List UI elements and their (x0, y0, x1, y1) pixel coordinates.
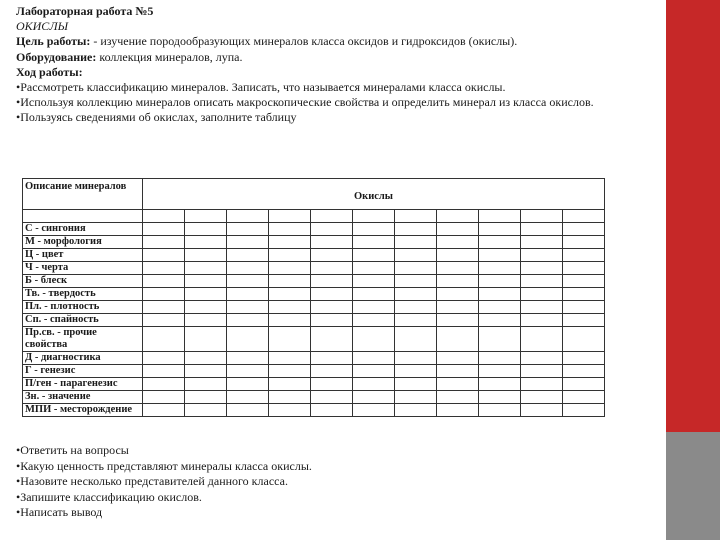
table-cell[interactable] (395, 249, 437, 262)
table-cell[interactable] (563, 404, 605, 417)
table-cell[interactable] (521, 352, 563, 365)
table-body (23, 223, 605, 417)
table-blank-row (23, 210, 605, 223)
property-label: С - сингония (23, 223, 143, 236)
table-cell[interactable] (563, 327, 605, 352)
table-row (23, 236, 605, 249)
table-row (23, 327, 605, 352)
table-cell[interactable] (353, 262, 395, 275)
table-cell[interactable] (143, 223, 185, 236)
property-label: Пл. - плотность (23, 301, 143, 314)
table-cell[interactable] (185, 352, 227, 365)
topic-title: ОКИСЛЫ (16, 19, 69, 34)
table-row (23, 275, 605, 288)
property-label: Г - генезис (23, 365, 143, 378)
table-cell[interactable] (395, 288, 437, 301)
table-cell[interactable] (311, 378, 353, 391)
table-cell[interactable] (311, 249, 353, 262)
table-cell[interactable] (521, 404, 563, 417)
sidebar-decoration (666, 0, 720, 540)
table-cell[interactable] (227, 365, 269, 378)
table-cell[interactable] (311, 404, 353, 417)
property-label: Пр.св. - прочие свойства (23, 327, 143, 352)
table-cell[interactable] (185, 314, 227, 327)
table-cell[interactable] (521, 288, 563, 301)
table-cell[interactable] (185, 249, 227, 262)
table-cell[interactable] (269, 404, 311, 417)
property-label: М - морфология (23, 236, 143, 249)
table-row (23, 352, 605, 365)
step-item: •Рассмотреть классификацию минералов. Записать, что называется минералами класса окислы. (16, 80, 506, 95)
table-cell[interactable] (437, 262, 479, 275)
question-item: •Написать вывод (16, 505, 103, 519)
table-row (23, 378, 605, 391)
table-cell[interactable] (311, 327, 353, 352)
table-cell[interactable] (479, 236, 521, 249)
table-row (23, 314, 605, 327)
table-cell[interactable] (437, 352, 479, 365)
step-item: •Пользуясь сведениями об окислах, заполните таблицу (16, 110, 297, 125)
table-cell[interactable] (269, 275, 311, 288)
procedure-label: Ход работы: (16, 64, 83, 79)
table-cell[interactable] (563, 275, 605, 288)
table-cell[interactable] (563, 288, 605, 301)
table-cell[interactable] (269, 288, 311, 301)
table-cell[interactable] (311, 275, 353, 288)
table-cell[interactable] (437, 327, 479, 352)
table-row (23, 391, 605, 404)
table-row (23, 288, 605, 301)
document-body (16, 4, 656, 126)
table-cell[interactable] (479, 301, 521, 314)
table-cell[interactable] (437, 391, 479, 404)
table-cell[interactable] (227, 223, 269, 236)
property-label: Зн. - значение (23, 391, 143, 404)
table-cell[interactable] (521, 236, 563, 249)
col1-header: Описание минералов (23, 179, 143, 210)
property-label: МПИ - месторождение (23, 404, 143, 417)
table-cell[interactable] (437, 365, 479, 378)
table-cell[interactable] (143, 327, 185, 352)
table-cell[interactable] (185, 288, 227, 301)
table-cell[interactable] (479, 327, 521, 352)
table-cell[interactable] (269, 301, 311, 314)
table-cell[interactable] (479, 223, 521, 236)
table-cell[interactable] (143, 236, 185, 249)
table-cell[interactable] (227, 404, 269, 417)
table-cell[interactable] (563, 378, 605, 391)
table-cell[interactable] (185, 236, 227, 249)
table-cell[interactable] (353, 327, 395, 352)
table-cell[interactable] (269, 236, 311, 249)
table-cell[interactable] (185, 223, 227, 236)
table-cell[interactable] (311, 262, 353, 275)
table-cell[interactable] (227, 327, 269, 352)
question-item: •Назовите несколько представителей данного класса. (16, 474, 288, 488)
table-cell[interactable] (479, 378, 521, 391)
table-cell[interactable] (521, 249, 563, 262)
table-cell[interactable] (185, 391, 227, 404)
table-cell[interactable] (395, 275, 437, 288)
minerals-table (22, 178, 605, 417)
table-cell[interactable] (563, 352, 605, 365)
table-cell[interactable] (395, 365, 437, 378)
table-cell[interactable] (185, 404, 227, 417)
table-cell[interactable] (227, 275, 269, 288)
table-cell[interactable] (269, 314, 311, 327)
table-cell[interactable] (521, 327, 563, 352)
table-cell[interactable] (437, 236, 479, 249)
table-cell[interactable] (185, 327, 227, 352)
property-label: Ч - черта (23, 262, 143, 275)
step-item: •Используя коллекцию минералов описать макроскопические свойства и определить минерал из класса окислов. (16, 95, 594, 110)
table-cell[interactable] (143, 352, 185, 365)
table-cell[interactable] (311, 288, 353, 301)
table-cell[interactable] (227, 391, 269, 404)
table-cell[interactable] (479, 391, 521, 404)
question-item: •Какую ценность представляют минералы класса окислы. (16, 458, 312, 473)
table-cell[interactable] (395, 352, 437, 365)
table-cell[interactable] (479, 249, 521, 262)
table-cell[interactable] (437, 249, 479, 262)
table-cell[interactable] (563, 365, 605, 378)
table-cell[interactable] (353, 301, 395, 314)
table-cell[interactable] (395, 314, 437, 327)
table-cell[interactable] (563, 314, 605, 327)
property-label: П/ген - парагенезис (23, 378, 143, 391)
table-cell[interactable] (395, 301, 437, 314)
table-cell[interactable] (269, 365, 311, 378)
table-cell[interactable] (563, 249, 605, 262)
goal-line (16, 34, 656, 49)
table-cell[interactable] (227, 301, 269, 314)
table-cell[interactable] (395, 223, 437, 236)
question-item: •Ответить на вопросы (16, 443, 129, 457)
table-cell[interactable] (269, 223, 311, 236)
table-cell[interactable] (353, 352, 395, 365)
table-cell[interactable] (311, 391, 353, 404)
table-cell[interactable] (395, 378, 437, 391)
equipment-text: коллекция минералов, лупа. (96, 49, 243, 64)
table-cell[interactable] (353, 288, 395, 301)
table-cell[interactable] (269, 352, 311, 365)
table-cell[interactable] (143, 262, 185, 275)
table-cell[interactable] (227, 262, 269, 275)
property-label: Сп. - спайность (23, 314, 143, 327)
table-cell[interactable] (143, 391, 185, 404)
table-cell[interactable] (563, 236, 605, 249)
table-cell[interactable] (353, 223, 395, 236)
table-cell[interactable] (311, 365, 353, 378)
table-cell[interactable] (185, 301, 227, 314)
table-cell[interactable] (521, 378, 563, 391)
table-cell[interactable] (143, 288, 185, 301)
table-cell[interactable] (227, 249, 269, 262)
table-row (23, 365, 605, 378)
table-cell[interactable] (479, 275, 521, 288)
table-cell[interactable] (227, 378, 269, 391)
table-cell[interactable] (311, 301, 353, 314)
table-cell[interactable] (395, 262, 437, 275)
property-label: Тв. - твердость (23, 288, 143, 301)
lab-title: Лабораторная работа №5 (16, 4, 154, 18)
equipment-line (16, 50, 656, 65)
table-cell[interactable] (395, 391, 437, 404)
table-row (23, 404, 605, 417)
table-cell[interactable] (185, 378, 227, 391)
table-cell[interactable] (269, 262, 311, 275)
table-cell[interactable] (227, 236, 269, 249)
table-cell[interactable] (311, 223, 353, 236)
table-cell[interactable] (437, 378, 479, 391)
table-cell[interactable] (353, 378, 395, 391)
table-cell[interactable] (353, 365, 395, 378)
table-cell[interactable] (269, 249, 311, 262)
table-cell[interactable] (353, 236, 395, 249)
table-cell[interactable] (185, 365, 227, 378)
table-cell[interactable] (143, 275, 185, 288)
equipment-label: Оборудование: (16, 49, 97, 64)
table-cell[interactable] (353, 249, 395, 262)
property-label: Ц - цвет (23, 249, 143, 262)
goal-text: - изучение породообразующих минералов класса оксидов и гидроксидов (окислы). (90, 34, 518, 49)
table-cell[interactable] (437, 404, 479, 417)
table-cell[interactable] (437, 275, 479, 288)
table-cell[interactable] (353, 391, 395, 404)
table-cell[interactable] (437, 288, 479, 301)
table-cell[interactable] (227, 288, 269, 301)
table-header-row (23, 179, 605, 210)
table-cell[interactable] (479, 288, 521, 301)
table-cell[interactable] (353, 314, 395, 327)
table-cell[interactable] (479, 365, 521, 378)
property-label: Д - диагностика (23, 352, 143, 365)
table-cell[interactable] (143, 314, 185, 327)
table-cell[interactable] (563, 262, 605, 275)
table-cell[interactable] (269, 391, 311, 404)
table-cell[interactable] (143, 404, 185, 417)
table-cell[interactable] (311, 314, 353, 327)
table-cell[interactable] (437, 314, 479, 327)
table-row (23, 249, 605, 262)
table-cell[interactable] (311, 352, 353, 365)
table-cell[interactable] (143, 365, 185, 378)
table-cell[interactable] (143, 378, 185, 391)
table-row (23, 223, 605, 236)
table-cell[interactable] (227, 352, 269, 365)
table-cell[interactable] (521, 262, 563, 275)
question-item: •Запишите классификацию окислов. (16, 489, 202, 504)
table-cell[interactable] (479, 404, 521, 417)
table-cell[interactable] (521, 314, 563, 327)
table-cell[interactable] (521, 301, 563, 314)
sidebar-gray-block (666, 432, 720, 540)
questions-block (16, 443, 312, 521)
table-cell[interactable] (563, 301, 605, 314)
table-cell[interactable] (479, 352, 521, 365)
table-cell[interactable] (353, 404, 395, 417)
table-cell[interactable] (479, 262, 521, 275)
table-cell[interactable] (437, 301, 479, 314)
table-cell[interactable] (185, 262, 227, 275)
table-cell[interactable] (311, 236, 353, 249)
table-cell[interactable] (479, 314, 521, 327)
table-cell[interactable] (353, 275, 395, 288)
table-cell[interactable] (521, 391, 563, 404)
col2-header: Окислы (143, 179, 605, 210)
table-cell[interactable] (521, 275, 563, 288)
goal-label: Цель работы: (16, 34, 91, 49)
table-cell[interactable] (143, 301, 185, 314)
table-cell[interactable] (395, 236, 437, 249)
table-row (23, 301, 605, 314)
table-cell[interactable] (395, 404, 437, 417)
table-cell[interactable] (227, 314, 269, 327)
table-cell[interactable] (269, 378, 311, 391)
table-cell[interactable] (521, 223, 563, 236)
property-label: Б - блеск (23, 275, 143, 288)
table-cell[interactable] (395, 327, 437, 352)
table-cell[interactable] (563, 223, 605, 236)
table-cell[interactable] (521, 365, 563, 378)
table-cell[interactable] (185, 275, 227, 288)
table-cell[interactable] (269, 327, 311, 352)
table-cell[interactable] (143, 249, 185, 262)
table-cell[interactable] (437, 223, 479, 236)
table-row (23, 262, 605, 275)
table-cell[interactable] (563, 391, 605, 404)
